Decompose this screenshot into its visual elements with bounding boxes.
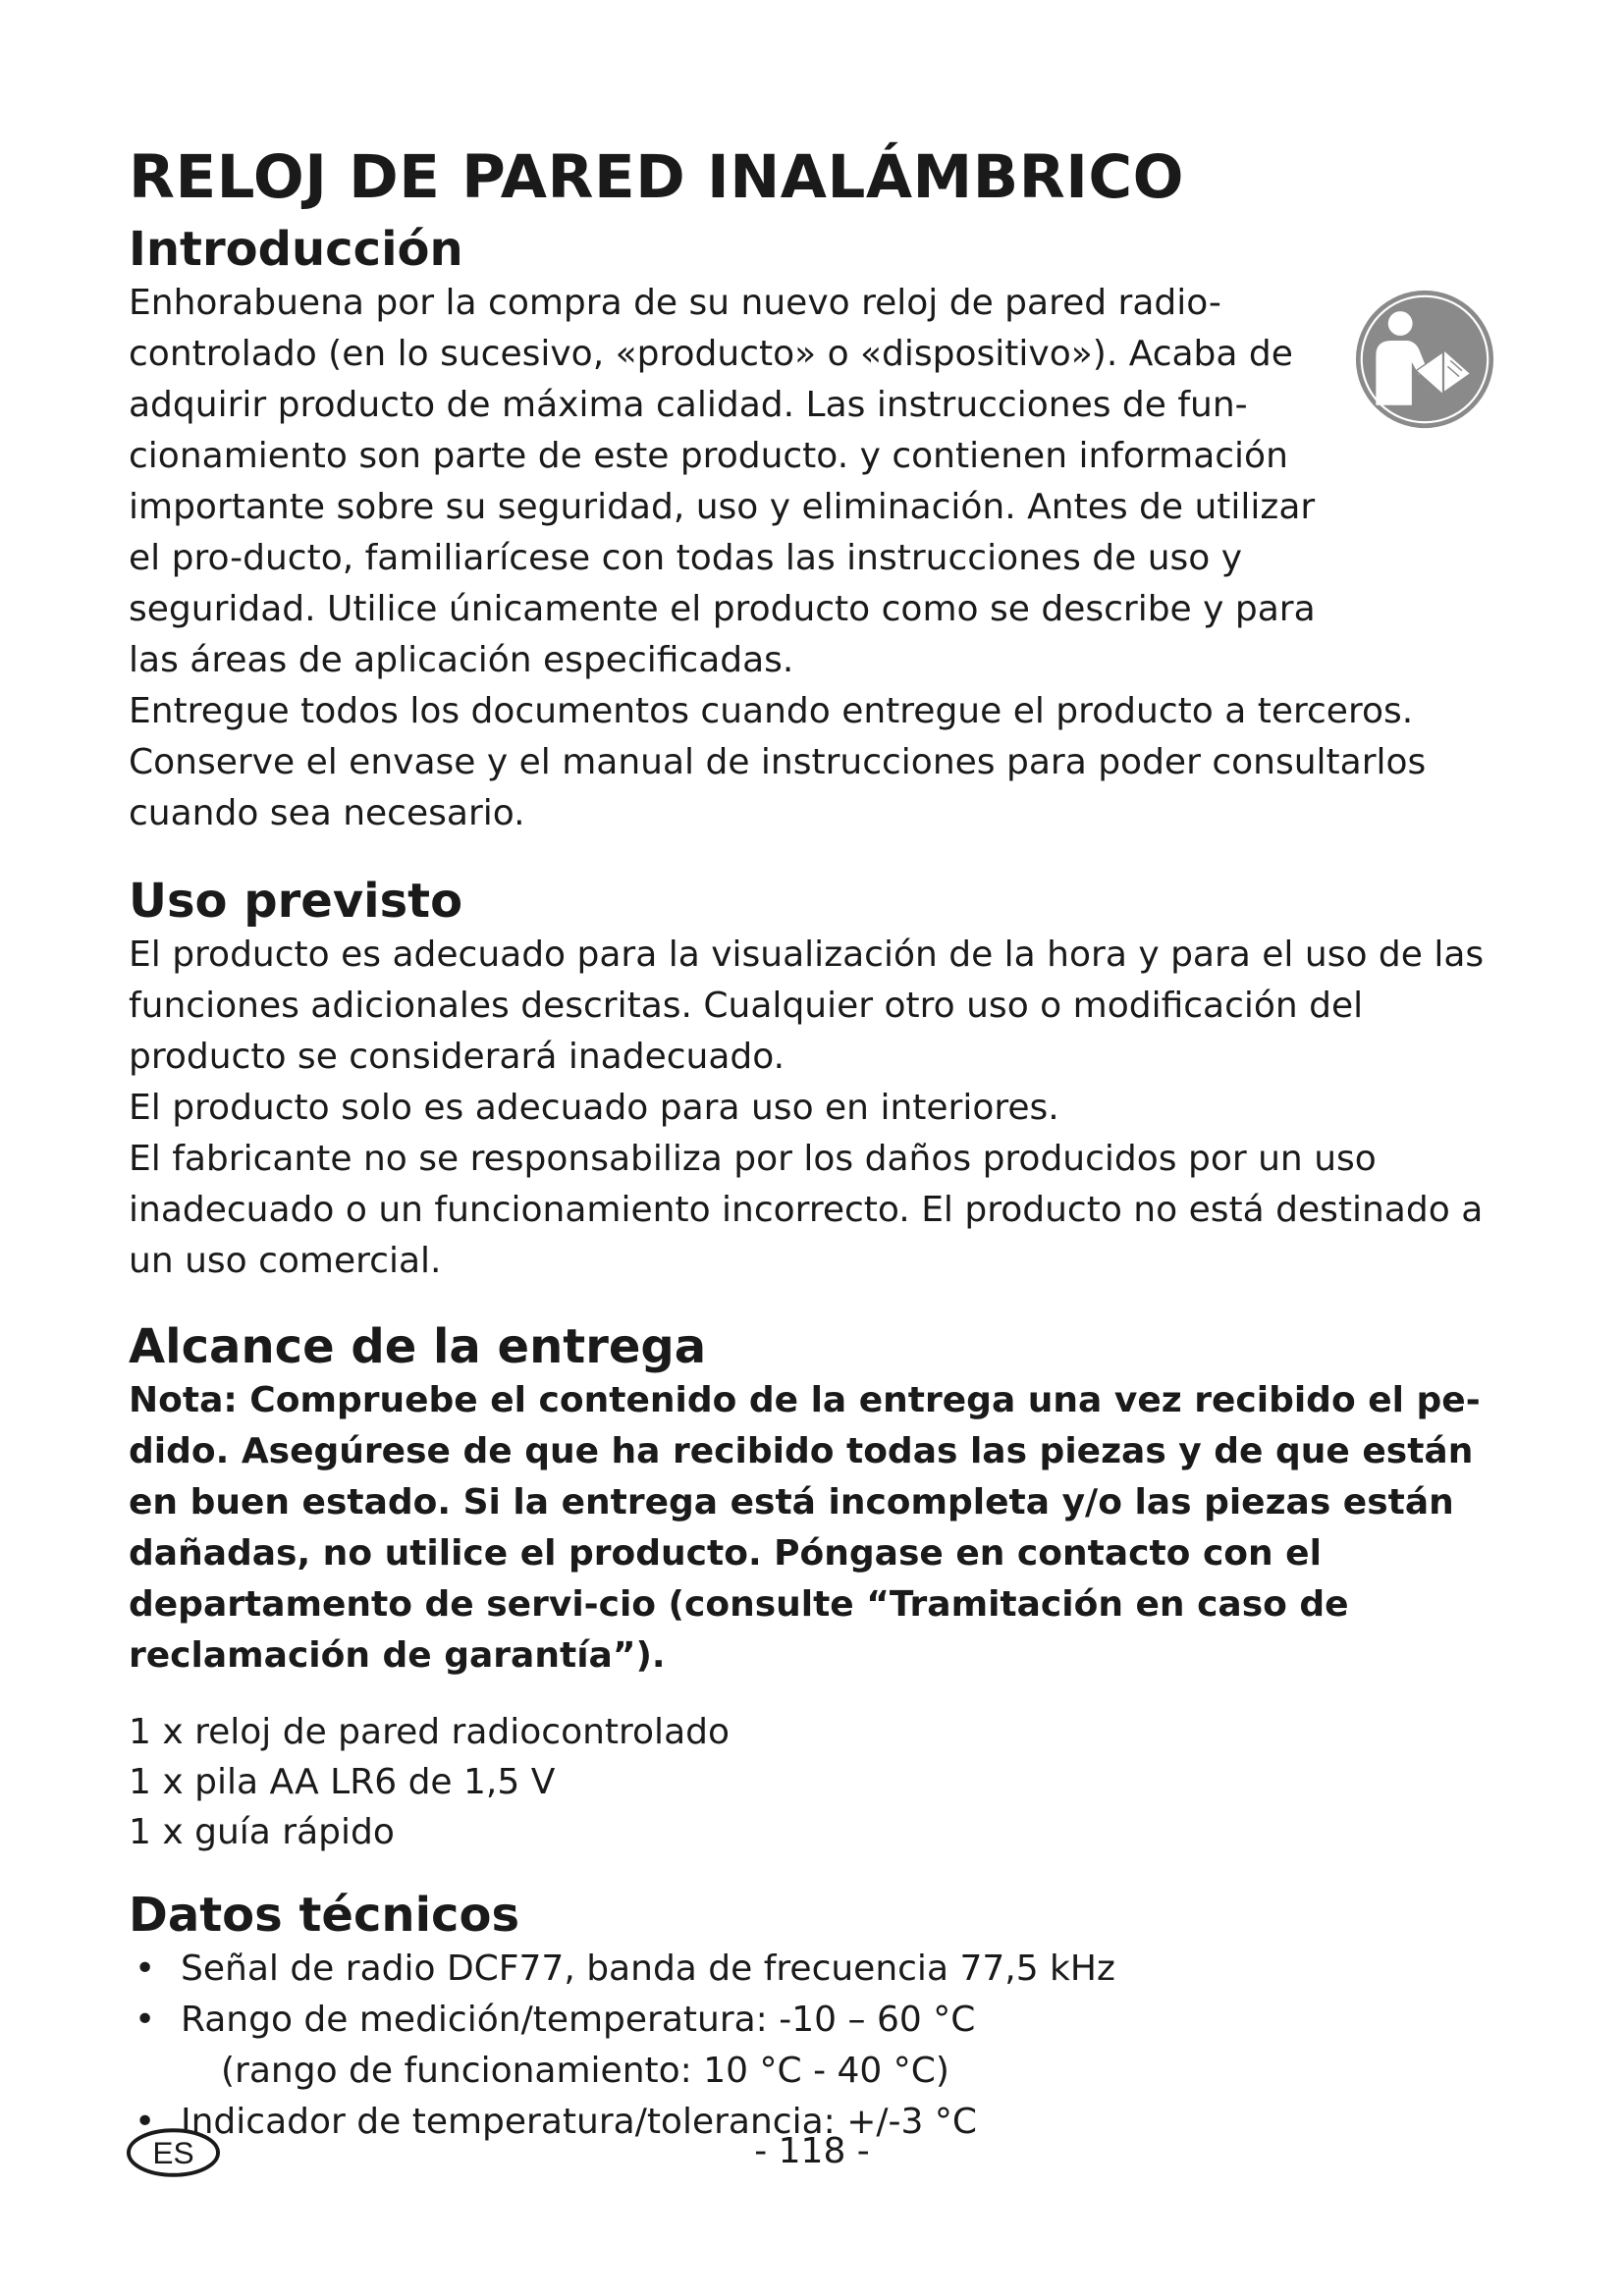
intended-use-paragraph-2: El producto solo es adecuado para uso en interiores. xyxy=(129,1088,1059,1128)
technical-spec xyxy=(129,1944,1493,1995)
bullet-icon: • xyxy=(135,2000,156,2040)
spec-text: Señal de radio DCF77, banda de frecuencia 77,5 kHz xyxy=(181,1949,1115,1989)
intro-paragraph-1: Enhorabuena por la compra de su nuevo reloj de pared radio-controlado (en lo sucesivo, «producto» o «dispositivo»). Acaba de adquirir producto de máxima calidad. Las instrucciones de fun-cionamiento son parte de este producto. y contienen información importante sobre su seguridad, uso y eliminación. Antes de utilizar el pro-ducto, familiarícese con todas las instrucciones de uso y seguridad. Utilice únicamente el producto como se describe y para las áreas de aplicación especificadas. xyxy=(129,283,1316,680)
page-title: RELOJ DE PARED INALÁMBRICO xyxy=(129,142,1185,212)
delivery-note xyxy=(129,1375,1493,1682)
technical-list xyxy=(129,1944,1493,2148)
intro-heading: Introducción xyxy=(129,222,463,277)
intended-use-heading: Uso previsto xyxy=(129,874,463,929)
technical-spec xyxy=(129,1995,1493,2097)
note-text: Compruebe el contenido de la entrega una vez recibido el pe-dido. Asegúrese de que ha recibido todas las piezas y de que están en buen estado. Si la entrega está incompleta y/o las piezas están dañadas, no utilice el producto. Póngase en contacto con el departamento de servi-cio (consulte “Tramitación en caso de reclamación de garantía”). xyxy=(129,1380,1481,1676)
delivery-heading: Alcance de la entrega xyxy=(129,1319,707,1374)
spec-text: Rango de medición/temperatura: -10 – 60 °C xyxy=(181,2000,976,2040)
note-label: Nota: xyxy=(129,1380,238,1420)
page-number: - 118 - xyxy=(754,2131,870,2171)
delivery-item: 1 x pila AA LR6 de 1,5 V xyxy=(129,1762,556,1802)
read-instructions-icon xyxy=(1353,288,1496,431)
language-badge-text: ES xyxy=(152,2134,194,2170)
delivery-items xyxy=(129,1707,1493,1857)
spec-text: Indicador de temperatura/tolerancia: +/-3 °C xyxy=(181,2102,977,2142)
technical-heading: Datos técnicos xyxy=(129,1888,520,1943)
intended-use-paragraph-1: El producto es adecuado para la visualización de la hora y para el uso de las funciones adicionales descritas. Cualquier otro uso o modificación del producto se considerará inadecuado. xyxy=(129,934,1485,1077)
intro-section xyxy=(129,278,1493,839)
bullet-icon: • xyxy=(135,1949,156,1989)
manual-page xyxy=(129,142,1493,2148)
intended-use-paragraph-3: El fabricante no se responsabiliza por los daños producidos por un uso inadecuado o un funcionamiento incorrecto. El producto no está destinado a un uso comercial. xyxy=(129,1139,1484,1281)
delivery-item: 1 x guía rápido xyxy=(129,1812,395,1852)
bullet-icon: • xyxy=(135,2102,156,2142)
delivery-item: 1 x reloj de pared radiocontrolado xyxy=(129,1712,730,1752)
spec-subtext: (rango de funcionamiento: 10 °C - 40 °C) xyxy=(221,2051,949,2091)
intro-paragraph-2: Entregue todos los documentos cuando entregue el producto a terceros. Conserve el envase y el manual de instrucciones para poder consultarlos cuando sea necesario. xyxy=(129,691,1427,833)
